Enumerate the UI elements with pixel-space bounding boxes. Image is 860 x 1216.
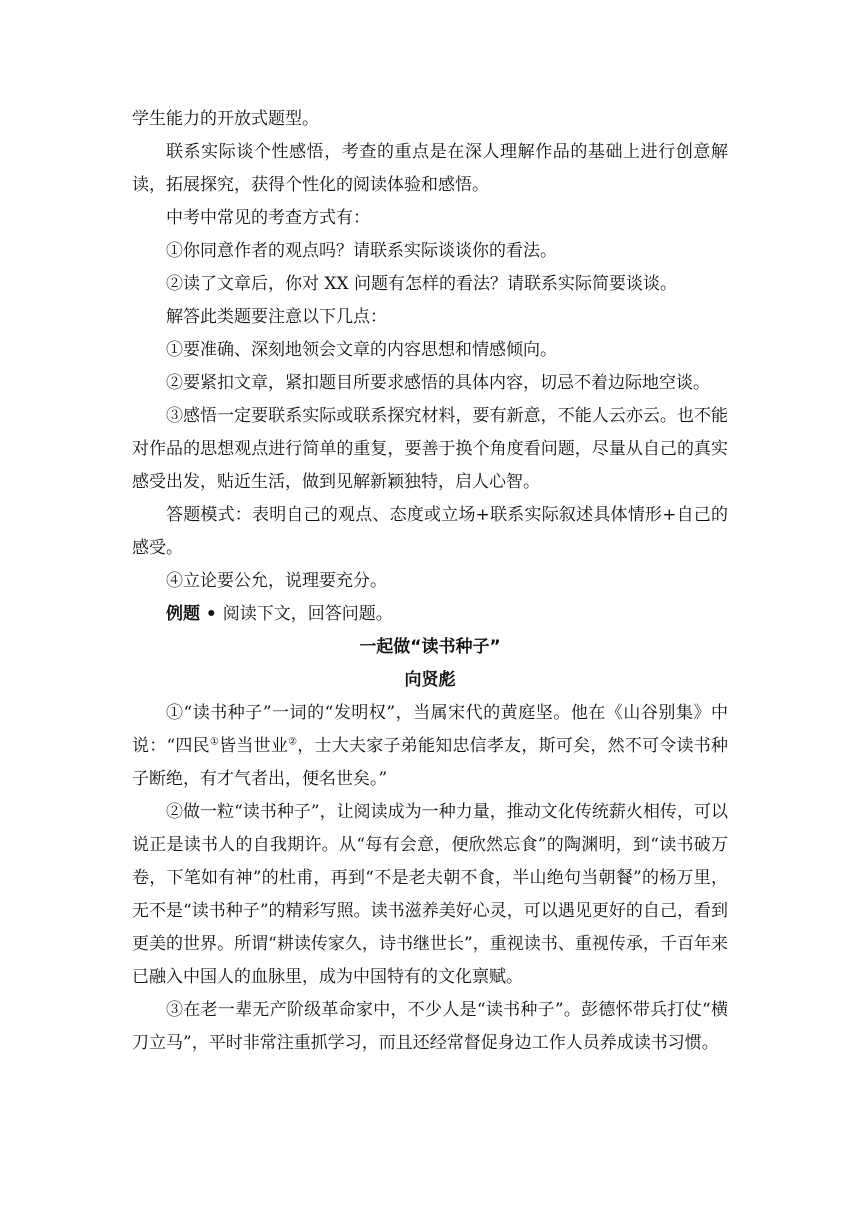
article-title: 一起做“读书种子” (359, 637, 501, 657)
example-label: 例题 (166, 604, 200, 624)
document-body (132, 103, 728, 1060)
list-item-method-2: ②读了文章后，你对 XX 问题有怎样的看法？请联系实际简要谈谈。 (166, 274, 678, 294)
example-instruction (132, 598, 728, 631)
list-item-tip-3: ③感悟一定要联系实际或联系探究材料，要有新意，不能人云亦云。也不能对作品的思想观点进行简单的重复，要善于换个角度看问题，尽量从自己的真实感受出发，贴近生活，做到见解新颖独特，启人心智。 (132, 406, 728, 492)
article-paragraph-3: ③在老一辈无产阶级革命家中，不少人是“读书种子”。彭德怀带兵打仗“横刀立马”，平时非常注重抓学习，而且还经常督促身边工作人员养成读书习惯。 (132, 1000, 728, 1053)
paragraph-answer-pattern: 答题模式：表明自己的观点、态度或立场+联系实际叙述具体情形+自己的感受。 (132, 505, 728, 558)
paragraph-continuation: 学生能力的开放式题型。 (132, 109, 319, 129)
list-item-tip-4: ④立论要公允，说理要充分。 (166, 571, 387, 591)
paragraph-exam-methods-intro: 中考中常见的考查方式有： (166, 208, 370, 228)
paragraph-answer-tips-intro: 解答此类题要注意以下几点： (166, 307, 387, 327)
footnote-marker-2: ② (288, 736, 298, 748)
article-p1-part-b: 皆当世业 (219, 736, 289, 756)
article-p1-part-c: ，士大夫家子弟能知忠信孝友，斯可矣，然不可令读书种子断绝，有才气者出，便名世矣。” (132, 736, 729, 789)
list-item-tip-1: ①要准确、深刻地领会文章的内容思想和情感倾向。 (166, 340, 557, 360)
bullet-separator: • (200, 604, 223, 624)
article-p1-part-a: ①“读书种子”一词的“发明权”，当属宋代的黄庭坚。他在《山谷别集》中说：“四民 (132, 703, 728, 756)
article-paragraph-1 (132, 697, 728, 796)
article-paragraph-2: ②做一粒“读书种子”，让阅读成为一种力量，推动文化传统薪火相传，可以说正是读书人的自我期许。从“每有会意，便欣然忘食”的陶渊明，到“读书破万卷，下笔如有神”的杜甫，再到“不是老夫朝不食，半山绝句当朝餐”的杨万里，无不是“读书种子”的精彩写照。读书滋养美好心灵，可以遇见更好的自己，看到更美的世界。所谓“耕读传家久，诗书继世长”，重视读书、重视传承，千百年来已融入中国人的血脉里，成为中国特有的文化禀赋。 (132, 802, 728, 987)
footnote-marker-1: ① (209, 736, 220, 748)
example-instruction-text: 阅读下文，回答问题。 (222, 604, 393, 624)
list-item-tip-2: ②要紧扣文章，紧扣题目所要求感悟的具体内容，切忌不着边际地空谈。 (166, 373, 710, 393)
paragraph-personal-insight: 联系实际谈个性感悟，考查的重点是在深人理解作品的基础上进行创意解读，拓展探究，获得个性化的阅读体验和感悟。 (132, 142, 728, 195)
list-item-method-1: ①你同意作者的观点吗？请联系实际谈谈你的看法。 (166, 241, 557, 261)
article-author: 向贤彪 (404, 670, 456, 690)
